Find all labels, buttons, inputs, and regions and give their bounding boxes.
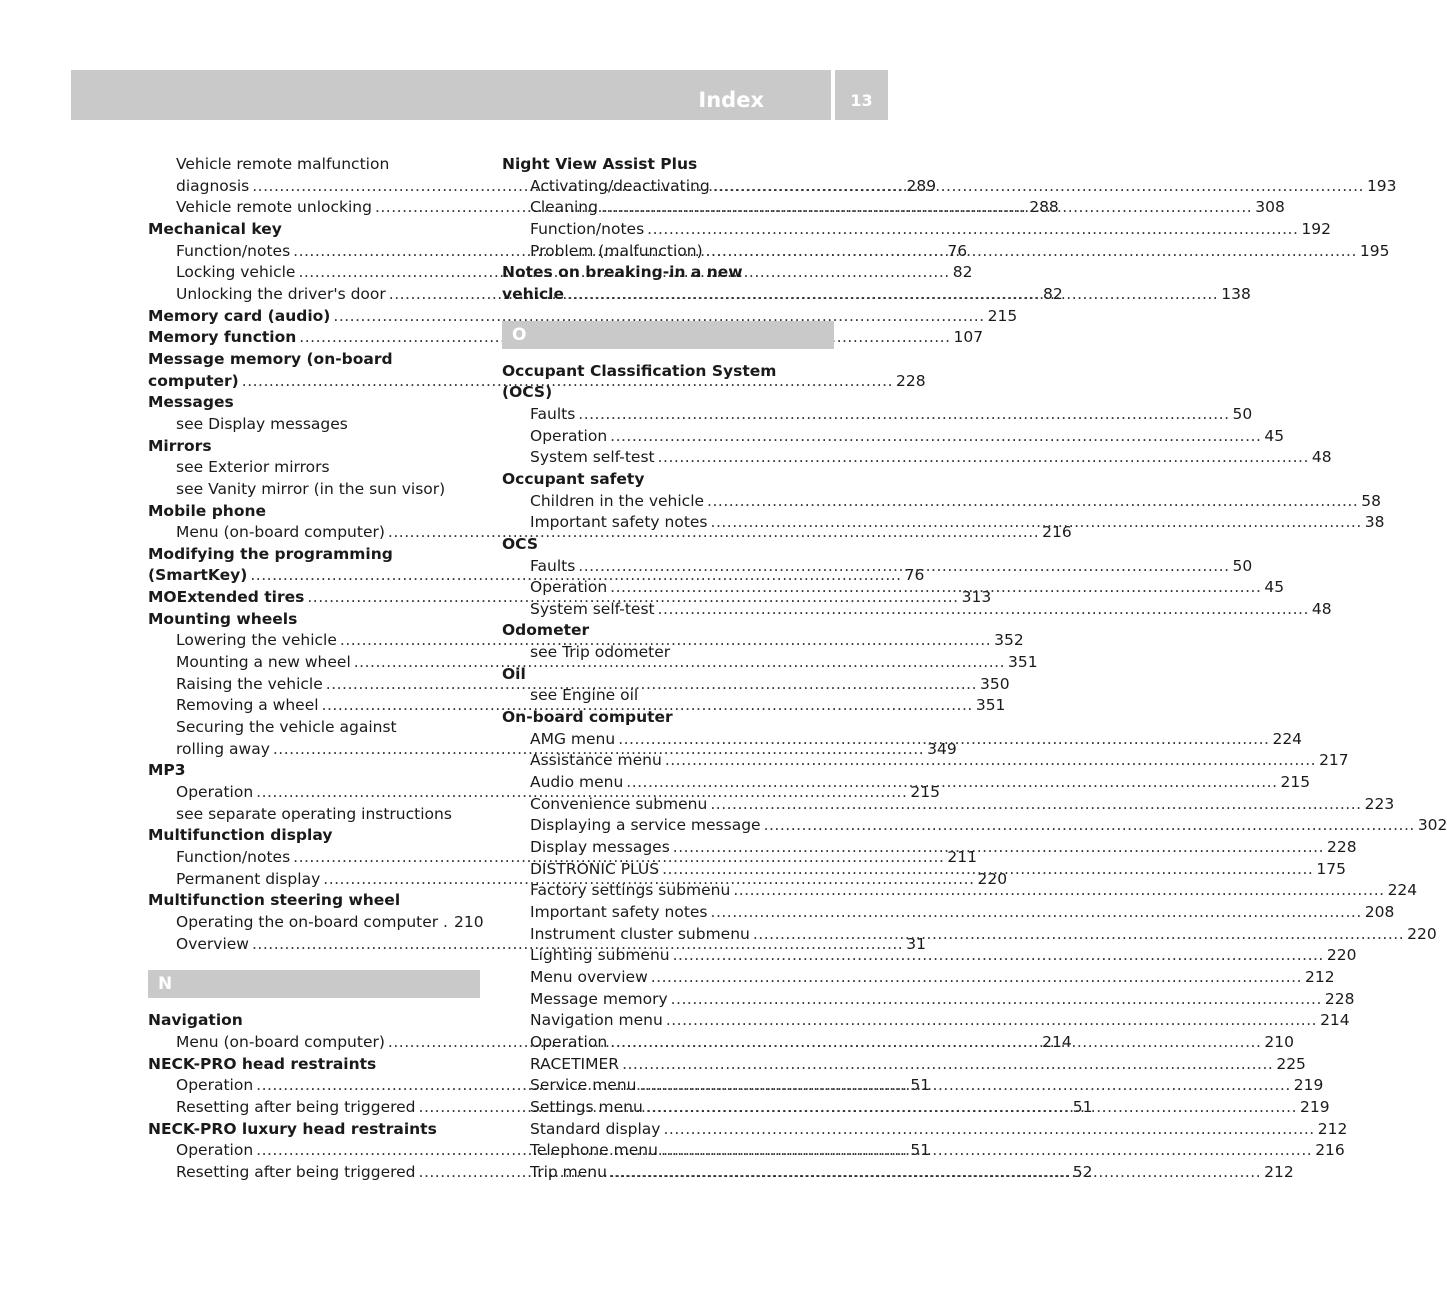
leader-dots	[651, 967, 1302, 989]
entry-label: Permanent display	[176, 869, 321, 888]
page-reference: 351	[975, 696, 1006, 715]
entry-label: Instrument cluster submenu	[530, 924, 750, 943]
leader-dots	[618, 729, 1269, 751]
entry-label: MOExtended tires	[148, 588, 305, 607]
entry-label: Mounting wheels	[148, 609, 298, 628]
entry-label: (SmartKey)	[148, 566, 248, 585]
entry-label: Settings menu	[530, 1097, 643, 1116]
index-subentry	[502, 902, 1395, 924]
entry-label: Notes on breaking-in a new	[502, 263, 743, 282]
entry-label: Vehicle remote unlocking	[176, 198, 372, 217]
index-subentry	[502, 219, 1331, 241]
index-subentry	[502, 989, 1355, 1011]
entry-label: Important safety notes	[530, 903, 708, 921]
entry-label: Mounting a new wheel	[176, 653, 351, 672]
page-reference: 228	[896, 371, 926, 390]
index-entry	[148, 501, 480, 523]
page-reference: 216	[1042, 523, 1072, 542]
index-entry	[148, 760, 480, 782]
entry-label: DISTRONIC PLUS	[530, 859, 660, 878]
page-reference: 215	[987, 306, 1018, 325]
section-letter: O	[512, 324, 527, 345]
index-subentry	[148, 717, 480, 739]
page-reference: 58	[1361, 491, 1382, 510]
page-reference: 302	[1417, 816, 1447, 835]
leader-dots	[578, 404, 1229, 426]
entry-label: Faults	[530, 556, 576, 575]
entry-label: Display messages	[530, 838, 670, 857]
page-reference: 211	[947, 848, 977, 866]
page-reference: 48	[1311, 599, 1332, 618]
entry-label: rolling away	[176, 739, 270, 758]
entry-label: Memory card (audio)	[148, 306, 331, 325]
page-reference: 349	[927, 739, 957, 758]
page-reference: 313	[961, 588, 992, 607]
page-reference: 212	[1317, 1119, 1348, 1138]
leader-dots	[711, 512, 1362, 534]
entry-label: Removing a wheel	[176, 696, 319, 715]
entry-label: Memory function	[148, 328, 297, 347]
page-reference: 214	[1042, 1032, 1072, 1051]
leader-dots	[646, 1097, 1297, 1119]
entry-label: Operation	[530, 1032, 608, 1051]
index-subentry	[148, 479, 480, 501]
index-entry	[502, 469, 834, 491]
entry-label: Standard display	[530, 1119, 661, 1138]
page-reference: 210	[1264, 1032, 1294, 1051]
page-reference: 50	[1232, 404, 1253, 423]
page-reference: 228	[1327, 838, 1357, 857]
page-reference: 214	[1320, 1011, 1350, 1030]
entry-label: Navigation	[148, 1011, 243, 1030]
entry-label: Factory settings submenu	[530, 881, 731, 900]
index-entry	[148, 1119, 480, 1141]
entry-label: Resetting after being triggered	[176, 1162, 416, 1181]
index-entry	[148, 349, 480, 371]
index-subentry	[502, 772, 1311, 794]
index-subentry	[502, 685, 834, 707]
header-title: Index	[698, 88, 764, 112]
page-reference: 76	[904, 566, 925, 585]
section-header-o	[502, 321, 834, 349]
index-subentry	[148, 912, 484, 934]
entry-label: Operation	[530, 578, 608, 597]
index-entry	[148, 327, 984, 349]
index-subentry	[502, 794, 1395, 816]
leader-dots	[764, 815, 1415, 837]
index-entry	[502, 361, 834, 383]
entry-label: Telephone menu	[530, 1141, 658, 1160]
index-subentry	[502, 880, 1418, 902]
page-reference: 215	[1280, 773, 1311, 792]
entry-label: Displaying a service message	[530, 816, 761, 835]
entry-label: Securing the vehicle against	[176, 718, 397, 737]
entry-label: Vehicle remote malfunction	[176, 155, 390, 173]
entry-label: see Vanity mirror (in the sun visor)	[176, 479, 446, 498]
entry-label: On-board computer	[502, 708, 673, 727]
page-reference: 76	[947, 241, 968, 260]
entry-label: Message memory	[530, 989, 668, 1008]
entry-label: Function/notes	[530, 219, 645, 238]
entry-label: RACETIMER	[530, 1054, 620, 1073]
page-reference: 45	[1264, 426, 1285, 445]
index-entry	[148, 436, 480, 458]
entry-label: Service menu	[530, 1076, 637, 1095]
entry-label: Children in the vehicle	[530, 491, 705, 510]
index-entry	[502, 620, 834, 642]
entry-label: Trip menu	[530, 1162, 607, 1181]
entry-label: Messages	[148, 393, 234, 412]
entry-label: Night View Assist Plus	[502, 155, 698, 173]
entry-label: Menu (on-board computer)	[176, 1032, 385, 1051]
leader-dots	[640, 1075, 1291, 1097]
index-subentry	[502, 404, 1253, 426]
leader-dots	[622, 1054, 1273, 1076]
index-subentry	[502, 1054, 1306, 1076]
leader-dots	[601, 197, 1252, 219]
page-reference: 138	[1221, 284, 1251, 303]
entry-label: Operation	[176, 783, 254, 802]
entry-label: Audio menu	[530, 773, 624, 792]
leader-dots	[647, 219, 1298, 241]
page-reference: 82	[952, 263, 973, 282]
page-reference: 219	[1300, 1097, 1330, 1116]
index-entry	[148, 1010, 480, 1032]
entry-label: Operating the on-board computer .	[176, 912, 448, 931]
index-entry	[502, 664, 834, 686]
index-subentry	[502, 1119, 1348, 1141]
leader-dots	[661, 1140, 1312, 1162]
index-subentry	[502, 1010, 1350, 1032]
entry-label: Resetting after being triggered	[176, 1097, 416, 1116]
leader-dots	[663, 1119, 1314, 1141]
entry-label: Operation	[176, 1141, 254, 1160]
entry-label: Problem (malfunction)	[530, 241, 703, 260]
entry-label: see Display messages	[176, 414, 348, 433]
index-subentry	[502, 491, 1382, 513]
index-entry	[148, 306, 1018, 328]
entry-label: see Engine oil	[530, 686, 639, 705]
entry-label: Operation	[176, 1076, 254, 1095]
leader-dots	[671, 989, 1322, 1011]
index-entry	[148, 1054, 480, 1076]
entry-label: Cleaning	[530, 198, 598, 217]
leader-dots	[666, 1010, 1317, 1032]
index-subentry	[502, 967, 1335, 989]
entry-label: Menu (on-board computer)	[176, 523, 385, 542]
index-subentry	[502, 750, 1349, 772]
page-reference: 228	[1324, 989, 1355, 1008]
page-reference: 225	[1276, 1054, 1306, 1073]
entry-label: Function/notes	[176, 241, 291, 260]
page-reference: 82	[1043, 284, 1063, 303]
entry-label: see Trip odometer	[530, 643, 671, 662]
entry-label: Mobile phone	[148, 501, 267, 520]
entry-label: Faults	[530, 404, 576, 423]
index-entry	[502, 534, 834, 556]
entry-label: NECK-PRO luxury head restraints	[148, 1119, 437, 1138]
index-subentry	[502, 815, 1447, 837]
index-subentry	[148, 414, 480, 436]
page-reference: 107	[953, 328, 984, 347]
page-reference: 288	[1029, 198, 1059, 217]
entry-label: Assistance menu	[530, 751, 662, 770]
entry-label: see Exterior mirrors	[176, 458, 330, 477]
page-reference: 48	[1311, 448, 1332, 467]
entry-label: Mirrors	[148, 436, 212, 455]
index-subentry	[502, 426, 1285, 448]
index-entry	[148, 544, 480, 566]
entry-label: Raising the vehicle	[176, 674, 323, 693]
page-reference: 224	[1272, 729, 1303, 748]
page-reference: 193	[1366, 176, 1397, 195]
leader-dots	[710, 794, 1361, 816]
entry-label: System self-test	[530, 599, 655, 618]
page-reference: 212	[1305, 967, 1335, 986]
index-entry	[502, 154, 834, 176]
entry-label: see separate operating instructions	[176, 804, 452, 823]
index-subentry	[148, 457, 480, 479]
leader-dots	[626, 772, 1277, 794]
leader-dots	[578, 556, 1229, 578]
entry-label: Unlocking the driver's door	[176, 284, 386, 303]
entry-label: Occupant Classification System	[502, 361, 777, 380]
entry-label: Message memory (on-board	[148, 349, 393, 368]
entry-label: Locking vehicle	[176, 263, 296, 282]
entry-label: Modifying the programming	[148, 544, 393, 563]
index-entry	[148, 609, 480, 631]
index-entry	[502, 382, 834, 404]
page-reference: 192	[1301, 219, 1331, 238]
page-reference: 224	[1387, 881, 1418, 900]
leader-dots	[706, 241, 1357, 263]
entry-label: Oil	[502, 664, 526, 683]
page-reference: 175	[1316, 859, 1346, 878]
leader-dots	[658, 599, 1309, 621]
leader-dots	[662, 859, 1313, 881]
entry-label: OCS	[502, 534, 539, 553]
page-reference: 223	[1364, 794, 1395, 813]
page-reference: 212	[1264, 1162, 1294, 1181]
page-reference: 210	[453, 912, 484, 931]
page-number: 13	[850, 91, 873, 110]
index-subentry	[502, 945, 1357, 967]
index-subentry	[502, 642, 834, 664]
page-reference: 215	[910, 783, 940, 802]
page-reference: 220	[1326, 946, 1357, 965]
index-entry	[148, 219, 480, 241]
page-reference: 31	[906, 934, 926, 953]
page-reference: 220	[1407, 924, 1437, 943]
section-letter: N	[158, 974, 173, 995]
index-entry	[148, 890, 480, 912]
leader-dots	[707, 491, 1358, 513]
page-reference: 351	[1008, 653, 1038, 672]
entry-label: Convenience submenu	[530, 794, 708, 813]
entry-label: NECK-PRO head restraints	[148, 1054, 377, 1073]
page-reference: 208	[1364, 903, 1395, 921]
entry-label: Function/notes	[176, 848, 291, 866]
page-reference: 308	[1255, 198, 1285, 217]
page-reference: 352	[994, 631, 1024, 650]
entry-label: AMG menu	[530, 729, 616, 748]
entry-label: Occupant safety	[502, 469, 645, 488]
leader-dots	[567, 284, 1218, 306]
page-reference: 51	[910, 1141, 931, 1160]
entry-label: Lowering the vehicle	[176, 631, 337, 650]
leader-dots	[711, 902, 1362, 924]
index-subentry	[502, 447, 1332, 469]
entry-label: MP3	[148, 761, 186, 780]
leader-dots	[673, 837, 1324, 859]
entry-label: Menu overview	[530, 967, 648, 986]
index-entry	[502, 707, 834, 729]
entry-label: Multifunction steering wheel	[148, 891, 401, 910]
leader-dots	[610, 1032, 1261, 1054]
page-reference: 38	[1364, 513, 1385, 532]
entry-label: diagnosis	[176, 176, 250, 195]
page-reference: 216	[1315, 1141, 1345, 1160]
index-entry	[502, 262, 834, 284]
page-reference: 217	[1319, 751, 1349, 770]
page-reference: 289	[906, 176, 937, 195]
leader-dots	[610, 1162, 1261, 1184]
entry-label: System self-test	[530, 448, 655, 467]
page-reference: 195	[1359, 241, 1390, 260]
header-bar	[71, 70, 831, 120]
entry-label: vehicle	[502, 284, 564, 303]
page-number-box	[835, 70, 888, 120]
page-reference: 52	[1072, 1162, 1093, 1181]
leader-dots	[733, 880, 1384, 902]
entry-label: (OCS)	[502, 383, 553, 402]
leader-dots	[673, 945, 1324, 967]
page-reference: 51	[1072, 1097, 1093, 1116]
index-entry	[148, 825, 480, 847]
entry-label: Multifunction display	[148, 826, 333, 845]
page-reference: 45	[1264, 578, 1285, 597]
index-subentry	[502, 599, 1332, 621]
leader-dots	[665, 750, 1316, 772]
entry-label: Lighting submenu	[530, 946, 670, 965]
entry-label: Operation	[530, 426, 608, 445]
index-subentry	[148, 154, 480, 176]
page-reference: 350	[980, 674, 1010, 693]
leader-dots	[713, 176, 1364, 198]
entry-label: Important safety notes	[530, 513, 708, 532]
page-reference: 50	[1232, 556, 1253, 575]
page-reference: 219	[1293, 1076, 1324, 1095]
index-subentry	[148, 804, 480, 826]
page-reference: 220	[977, 869, 1008, 888]
leader-dots	[610, 426, 1261, 448]
entry-label: computer)	[148, 371, 239, 390]
leader-dots	[658, 447, 1309, 469]
entry-label: Navigation menu	[530, 1011, 663, 1030]
leader-dots	[753, 924, 1404, 946]
page-header	[71, 70, 888, 120]
leader-dots	[610, 577, 1261, 599]
entry-label: Odometer	[502, 621, 590, 640]
page-reference: 51	[910, 1076, 931, 1095]
entry-label: Overview	[176, 934, 249, 953]
section-header-n	[148, 970, 480, 998]
entry-label: Mechanical key	[148, 219, 282, 238]
index-entry	[148, 392, 480, 414]
entry-label: Activating/deactivating	[530, 176, 710, 195]
